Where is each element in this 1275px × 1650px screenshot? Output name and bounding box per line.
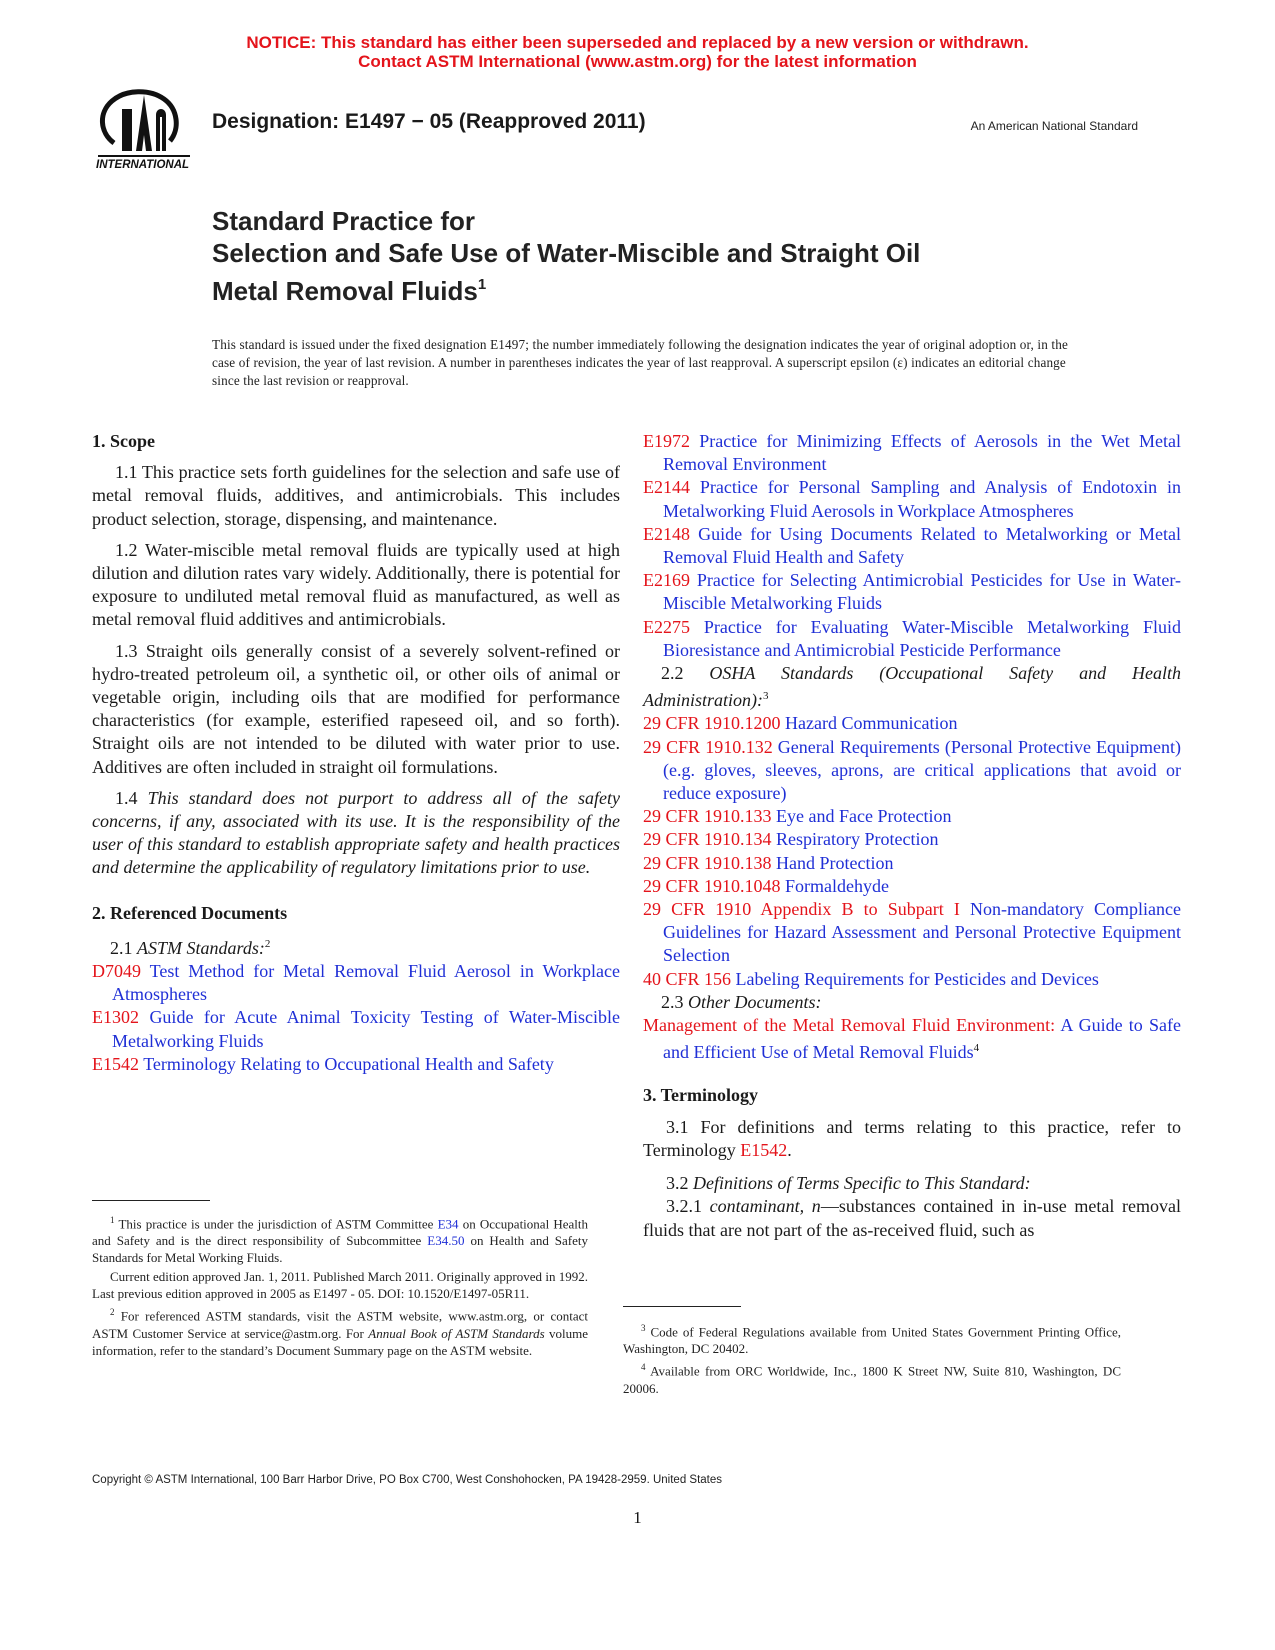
reference-code-link[interactable]: E1542 (92, 1053, 139, 1074)
committee-e34-link[interactable]: E34 (437, 1216, 459, 1232)
reference-title-link[interactable]: Hazard Communication (785, 713, 958, 734)
subcommittee-e3450-link[interactable]: E34.50 (427, 1233, 465, 1249)
national-standard-label: An American National Standard (970, 119, 1138, 133)
reference-title-link[interactable]: Test Method for Metal Removal Fluid Aerosol in Workplace Atmospheres (112, 961, 620, 1005)
terminology-para-1 (643, 1116, 1181, 1162)
terminology-para-1-end: . (787, 1139, 792, 1160)
reference-item (643, 805, 1181, 828)
footnote-1-text-c: on Health and Safety Standards for Metal Working Fluids. (92, 1233, 588, 1266)
reference-title-link[interactable]: Practice for Evaluating Water-Miscible Metalworking Fluid Bioresistance and Antimicrobial Pesticide Performance (663, 616, 1181, 660)
reference-code-link[interactable]: 29 CFR 1910.134 (643, 829, 772, 850)
notice-line-2: Contact ASTM International (www.astm.org) for the latest information (358, 52, 917, 71)
notice-line-1: NOTICE: This standard has either been superseded and replaced by a new version or withdrawn. (246, 33, 1029, 52)
scope-para-1: 1.1 This practice sets forth guidelines for the selection and safe use of metal removal fluids, additives, and antimicrobials. This includes product selection, storage, dispensing, and maintenance. (92, 462, 620, 529)
reference-title-link[interactable]: Guide for Acute Animal Toxicity Testing of Water-Miscible Metalworking Fluids (112, 1007, 621, 1051)
other-documents-text: Other Documents: (688, 991, 822, 1012)
footnote-3 (623, 1320, 1121, 1357)
reference-title-link[interactable]: Practice for Selecting Antimicrobial Pesticides for Use in Water-Miscible Metalworking Fluids (663, 570, 1181, 614)
reference-code-link[interactable]: E2275 (643, 616, 690, 637)
terminology-para-3 (643, 1195, 1181, 1241)
scope-para-4-text: This standard does not purport to address all of the safety concerns, if any, associated with its use. It is the responsibility of the user of this standard to establish appropriate safety and health practices and determine the applicability of regulatory limitations prior to use. (92, 787, 620, 878)
reference-item (643, 898, 1181, 968)
other-documents-label (643, 991, 1181, 1014)
osha-list (643, 712, 1181, 990)
page-number: 1 (633, 1508, 642, 1527)
reference-item (643, 875, 1181, 898)
reference-item (643, 736, 1181, 806)
terminology-term: contaminant, n (709, 1196, 821, 1217)
right-column (643, 430, 1181, 1250)
reference-code-link[interactable]: E1972 (643, 431, 690, 451)
footnote-4-text: Available from ORC Worldwide, Inc., 1800 K Street NW, Suite 810, Washington, DC 20006. (623, 1363, 1121, 1396)
footnotes-left (92, 1212, 588, 1359)
reference-title-link[interactable]: Practice for Minimizing Effects of Aerosols in the Wet Metal Removal Environment (663, 431, 1182, 475)
terminology-para-3-num: 3.2.1 (666, 1196, 702, 1217)
footnote-2-mark: 2 (110, 1307, 115, 1318)
reference-code-link[interactable]: 29 CFR 1910.1200 (643, 713, 781, 734)
reference-title-link[interactable]: Formaldehyde (785, 875, 890, 896)
title-line-1: Standard Practice for (212, 206, 475, 236)
scope-para-4 (92, 787, 620, 880)
reference-code-link[interactable]: 29 CFR 1910 Appendix B to Subpart I (643, 899, 960, 920)
reference-item (643, 968, 1181, 991)
reference-item (643, 1014, 1181, 1064)
refdocs-heading: 2. Referenced Documents (92, 902, 288, 923)
astm-logo-icon (92, 85, 192, 173)
copyright-footer: Copyright © ASTM International, 100 Barr Harbor Drive, PO Box C700, West Conshohocken, PA 19428-2959. United States (92, 1474, 723, 1486)
left-column (92, 430, 620, 1076)
astm-list-right (643, 430, 1181, 662)
issue-note: This standard is issued under the fixed designation E1497; the number immediately following the designation indicates the year of original adoption or, in the case of revision, the year of last revision. A number in parentheses indicates the year of last reapproval. A superscript epsilon (ε) indicates an editorial change since the last revision or reapproval. (212, 337, 1068, 388)
footnote-edition: Current edition approved Jan. 1, 2011. Published March 2011. Originally approved in 1992. Last previous edition approved in 2005 as E1497 - 05. DOI: 10.1520/E1497-05R11. (92, 1269, 588, 1302)
reference-item (643, 476, 1181, 522)
osha-standards-text: OSHA Standards (Occupational Safety and Health Administration): (643, 663, 1181, 711)
astm-logo-graphic (92, 85, 192, 173)
reference-item (643, 430, 1181, 476)
reference-title-link[interactable]: Terminology Relating to Occupational Health and Safety (143, 1053, 554, 1074)
reference-item (92, 1053, 620, 1076)
reference-code-link[interactable]: D7049 (92, 961, 141, 982)
other-documents-num: 2.3 (661, 991, 684, 1012)
reference-title-link[interactable]: Respiratory Protection (776, 829, 939, 850)
reference-item (643, 616, 1181, 662)
footnotes-right (623, 1320, 1121, 1397)
footnote-2-text-b: volume information, refer to the standard’s Document Summary page on the ASTM website. (92, 1325, 589, 1358)
superseded-notice (0, 33, 1275, 71)
terminology-para-1-text: 3.1 For definitions and terms relating to this practice, refer to Terminology (643, 1116, 1181, 1160)
reference-code-link[interactable]: 29 CFR 1910.1048 (643, 875, 781, 896)
astm-standards-label (92, 933, 620, 960)
scope-para-2: 1.2 Water-miscible metal removal fluids are typically used at high dilution and dilution rates vary widely. Additionally, there is potential for exposure to undiluted metal removal fluid as manufactured, as well as metal removal fluid additives and antimicrobials. (92, 539, 620, 630)
terminology-heading: 3. Terminology (643, 1085, 759, 1106)
footnote-3-text: Code of Federal Regulations available from United States Government Printing Office, Washington, DC 20402. (623, 1324, 1121, 1357)
footnote-1 (92, 1212, 588, 1266)
title-line-3 (212, 269, 1112, 307)
reference-title-link[interactable]: Non-mandatory Compliance Guidelines for Hazard Assessment and Personal Protective Equipment Selection (663, 899, 1182, 966)
scope-heading: 1. Scope (92, 431, 155, 451)
astm-standards-num: 2.1 (110, 937, 133, 958)
title-line-2: Selection and Safe Use of Water-Miscible and Straight Oil (212, 238, 921, 268)
footnote-rule-left (92, 1200, 210, 1201)
logo-text: INTERNATIONAL (96, 159, 190, 171)
footnote-rule-right (623, 1306, 741, 1307)
footnote-4-mark: 4 (641, 1362, 646, 1373)
reference-code-link[interactable]: Management of the Metal Removal Fluid Environment: (643, 1015, 1056, 1036)
reference-code-link[interactable]: E1302 (92, 1007, 139, 1028)
reference-title-link[interactable]: Hand Protection (776, 852, 894, 873)
reference-code-link[interactable]: E2169 (643, 570, 690, 591)
document-title (212, 205, 1112, 307)
reference-title-link[interactable]: A Guide to Safe and Efficient Use of Metal Removal Fluids (663, 1015, 1181, 1063)
osha-footnote-mark: 3 (763, 690, 769, 703)
reference-code-link[interactable]: 29 CFR 1910.133 (643, 806, 772, 827)
scope-para-4-num: 1.4 (115, 787, 138, 808)
reference-item (643, 712, 1181, 735)
astm-list-left (92, 960, 620, 1076)
footnote-3-mark: 3 (641, 1323, 646, 1333)
footnote-4 (623, 1359, 1121, 1396)
footnote-2 (92, 1304, 588, 1358)
footnote-2-italic: Annual Book of ASTM Standards (368, 1325, 545, 1341)
terminology-para-2-text: Definitions of Terms Specific to This Standard: (693, 1173, 1031, 1194)
reference-item (643, 852, 1181, 875)
reference-item (92, 1006, 620, 1052)
terminology-definition: —substances contained in in-use metal removal fluids that are not part of the as-received fluid, such as (643, 1196, 1181, 1240)
reference-code-link[interactable]: E2148 (643, 523, 690, 544)
footnote-1-text-b: on Occupational Health and Safety and is the direct responsibility of Subcommittee (92, 1216, 588, 1249)
reference-title-link[interactable]: General Requirements (Personal Protective Equipment) (e.g. gloves, sleeves, aprons, are critical applications that avoid or reduce exposure) (663, 736, 1182, 804)
osha-standards-num: 2.2 (661, 663, 684, 684)
astm-footnote-mark: 2 (264, 937, 271, 950)
osha-standards-label (643, 662, 1181, 712)
scope-para-3: 1.3 Straight oils generally consist of a severely solvent-refined or hydro-treated petroleum oil, a synthetic oil, or other oils of animal or vegetable origin, including oils that are modified for performance characteristics (for example, esterified rapeseed oil, and so forth). Straight oils are not intended to be diluted with water prior to use. Additives are often included in straight oil formulations. (92, 640, 620, 777)
reference-title-link[interactable]: Eye and Face Protection (776, 806, 952, 827)
reference-code-link[interactable]: 29 CFR 1910.138 (643, 852, 772, 873)
reference-item (643, 523, 1181, 569)
reference-footnote-mark: 4 (973, 1042, 980, 1055)
astm-standards-text: ASTM Standards: (137, 937, 265, 958)
reference-item (92, 960, 620, 1006)
terminology-para-2 (643, 1172, 1181, 1195)
terminology-para-2-num: 3.2 (666, 1173, 689, 1194)
reference-title-link[interactable]: Practice for Personal Sampling and Analysis of Endotoxin in Metalworking Fluid Aerosols in Workplace Atmospheres (663, 477, 1182, 521)
terminology-e1542-link[interactable]: E1542 (740, 1139, 788, 1160)
title-footnote-mark: 1 (477, 276, 487, 293)
footnote-1-mark: 1 (110, 1215, 115, 1225)
reference-code-link[interactable]: E2144 (643, 477, 690, 498)
reference-code-link[interactable]: 29 CFR 1910.132 (643, 736, 773, 757)
reference-title-link[interactable]: Guide for Using Documents Related to Metalworking or Metal Removal Fluid Health and Safety (663, 523, 1181, 568)
footnote-1-text-a: This practice is under the jurisdiction of ASTM Committee (118, 1216, 434, 1232)
reference-code-link[interactable]: 40 CFR 156 (643, 968, 732, 989)
title-line-3-text: Metal Removal Fluids (212, 276, 478, 306)
reference-item (643, 569, 1181, 615)
footnote-2-text-a: For referenced ASTM standards, visit the ASTM website, www.astm.org, or contact ASTM Customer Service at service@astm.org. For (92, 1308, 589, 1341)
reference-title-link[interactable]: Labeling Requirements for Pesticides and Devices (735, 968, 1099, 989)
other-list (643, 1014, 1181, 1064)
designation: Designation: E1497 − 05 (Reapproved 2011) (212, 110, 646, 133)
reference-item (643, 828, 1181, 851)
